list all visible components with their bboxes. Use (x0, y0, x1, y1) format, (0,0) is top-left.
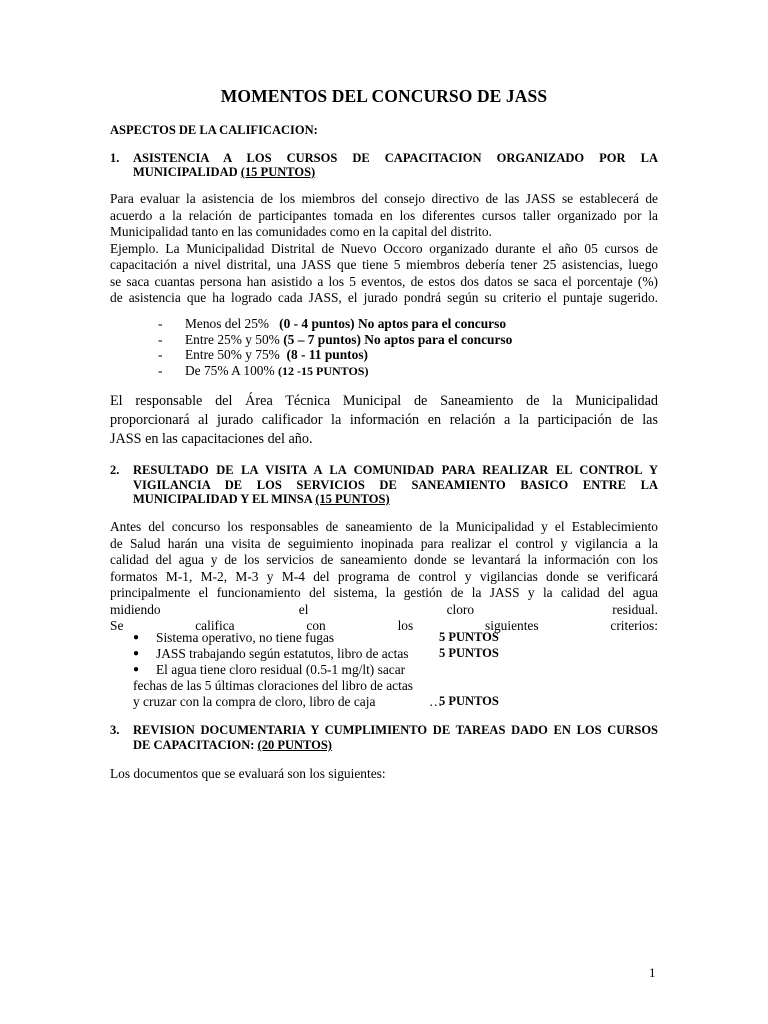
page-number: 1 (649, 965, 656, 980)
dash-marker: - (158, 362, 163, 378)
note-line: El responsable del Área Técnica Municipal de Saneamiento de la Municipalidad (110, 393, 658, 409)
section-1-points: (15 PUNTOS) (240, 165, 316, 179)
paragraph-line: Municipalidad tanto en las comunidades como en la capital del distrito. (110, 224, 492, 239)
range-label: Menos del 25% (185, 316, 270, 331)
range-item (158, 363, 512, 379)
paragraph-line: calidad del agua y de los servicios de saneamiento donde se levantará la información con los (110, 552, 658, 567)
range-score: (12 -15 PUNTOS) (278, 363, 369, 378)
paragraph-line: Antes del concurso los responsables de saneamiento de la Municipalidad y el Establecimiento (110, 519, 658, 534)
aspects-heading: ASPECTOS DE LA CALIFICACION: (110, 123, 318, 137)
criteria-text: Sistema operativo, no tiene fugas (156, 630, 335, 645)
note-line: proporcionará al jurado calificador la información en relación a la participación de las (110, 412, 658, 428)
criteria-item (133, 630, 513, 646)
range-score: (5 – 7 puntos) No aptos para el concurso (283, 331, 513, 347)
paragraph-line: se saca cuantas persona han asistido a los 5 eventos, de estos dos datos se saca el porcentaje (%) (110, 273, 658, 289)
section-3-paragraph: Los documentos que se evaluará son los siguientes: (110, 766, 386, 781)
range-list (158, 316, 512, 378)
criteria-list (133, 630, 513, 710)
section-2-heading-line1: RESULTADO DE LA VISITA A LA COMUNIDAD PARA REALIZAR EL CONTROL Y (133, 463, 658, 477)
criteria-continuation (133, 678, 513, 694)
paragraph-line: Para evaluar la asistencia de los miembros del consejo directivo de las JASS se establecerá de (110, 191, 658, 206)
section-2-paragraph (110, 519, 658, 635)
section-1-note (110, 392, 658, 449)
section-1-heading-text: MUNICIPALIDAD (133, 165, 238, 179)
section-1-heading-line2 (133, 165, 315, 180)
section-3-points: (20 PUNTOS) (257, 738, 332, 752)
section-3-number: 3. (110, 723, 120, 737)
note-line: JASS en las capacitaciones del año. (110, 431, 313, 447)
bullet-icon: ● (133, 632, 140, 643)
criteria-score: 5 PUNTOS (439, 630, 499, 644)
paragraph-line: Ejemplo. La Municipalidad Distrital de Nuevo Occoro organizado durante el año 05 cursos de (110, 240, 658, 256)
range-label: Entre 25% y 50% (185, 331, 280, 347)
criteria-text: JASS trabajando según estatutos, libro de actas (156, 646, 409, 661)
range-label: Entre 50% y 75% (185, 347, 280, 362)
bullet-icon: ● (133, 648, 140, 659)
paragraph-line: de Salud harán una visita de seguimiento inopinada para realizar el control y vigilancia a la (110, 535, 658, 551)
paragraph-line: principalmente el funcionamiento del sistema, la gestión de la JASS y la calidad del agua (110, 585, 658, 600)
criteria-score: 5 PUNTOS (439, 694, 499, 708)
criteria-text: fechas de las 5 últimas cloraciones del libro de actas (133, 678, 413, 693)
section-1-paragraph (110, 191, 658, 307)
dash-marker: - (158, 331, 163, 347)
paragraph-line: capacitación a nivel distrital, una JASS que tiene 5 miembros debería tener 25 asistencias, luego (110, 257, 658, 272)
document-title: MOMENTOS DEL CONCURSO DE JASS (220, 86, 548, 106)
range-label: De 75% A 100% (185, 362, 275, 378)
paragraph-line: acuerdo a la relación de participantes tomada en los diferentes cursos taller organizado por la (110, 207, 658, 223)
section-2-number: 2. (110, 463, 120, 477)
section-2-heading-line2: VIGILANCIA DE LOS SERVICIOS DE SANEAMIENTO BASICO ENTRE LA (133, 478, 658, 492)
criteria-item (133, 662, 513, 678)
range-score: (0 - 4 puntos) No aptos para el concurso (279, 316, 507, 331)
range-item (158, 347, 512, 363)
criteria-score: 5 PUNTOS (439, 646, 499, 660)
range-item (158, 316, 512, 332)
section-3-heading-line1: REVISION DOCUMENTARIA Y CUMPLIMIENTO DE TAREAS DADO EN LOS CURSOS (133, 723, 658, 737)
criteria-text: y cruzar con la compra de cloro, libro de caja (133, 694, 376, 709)
paragraph-line: de asistencia que ha logrado cada JASS, el jurado pondrá según su criterio el puntaje sugerido. (110, 290, 658, 305)
dots: … (429, 694, 443, 709)
section-2-heading-text: MUNICIPALIDAD Y EL MINSA (133, 492, 313, 506)
criteria-text: El agua tiene cloro residual (0.5-1 mg/lt) sacar (156, 662, 406, 677)
paragraph-line: formatos M-1, M-2, M-3 y M-4 del programa de control y vigilancias donde se verificará (110, 568, 658, 584)
section-2-heading-line3 (133, 492, 390, 507)
section-1-heading-line1: ASISTENCIA A LOS CURSOS DE CAPACITACION ORGANIZADO POR LA (133, 151, 658, 165)
section-2-points: (15 PUNTOS) (315, 492, 390, 506)
paragraph-line: midiendo el cloro residual. (110, 601, 658, 617)
paragraph-line: Se califica con los siguientes criterios: (110, 618, 658, 633)
bullet-icon: ● (133, 664, 140, 675)
section-1-number: 1. (110, 151, 120, 165)
section-3-heading-line2 (133, 738, 332, 753)
dash-marker: - (158, 347, 163, 362)
dash-marker: - (158, 316, 163, 331)
section-3-heading-text: DE CAPACITACION: (133, 738, 255, 752)
range-score: (8 - 11 puntos) (286, 347, 369, 362)
range-item (158, 332, 512, 348)
criteria-item (133, 646, 513, 662)
criteria-continuation (133, 694, 513, 710)
